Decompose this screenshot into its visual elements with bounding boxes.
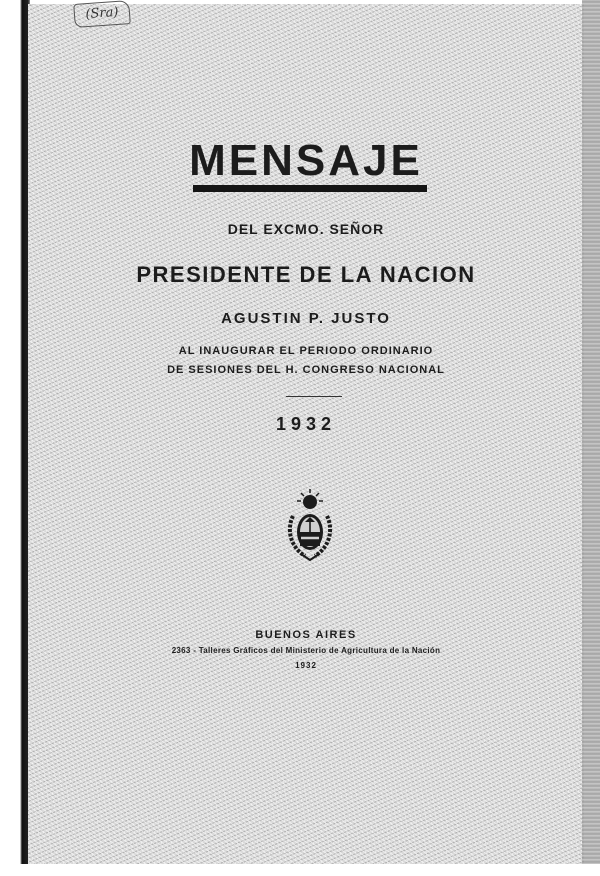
subtitle-line-1: DEL EXCMO. SEÑOR (227, 221, 385, 237)
occasion-line-1: AL INAUGURAR EL PERIODO ORDINARIO (178, 345, 434, 357)
handwritten-note: (Sra) (73, 0, 131, 28)
argentine-coat-of-arms-icon (283, 488, 337, 562)
subtitle-line-2: PRESIDENTE DE LA NACION (136, 262, 476, 287)
imprint-printer: 2363 - Talleres Gráficos del Ministerio de Agricultura de la Nación (171, 646, 441, 655)
publication-year: 1932 (275, 414, 337, 434)
imprint-year: 1932 (295, 661, 317, 670)
paper-texture (28, 4, 584, 866)
page-edge (582, 0, 600, 876)
imprint-city: BUENOS AIRES (255, 629, 357, 641)
president-name: AGUSTIN P. JUSTO (221, 310, 391, 327)
bottom-margin (0, 864, 600, 876)
occasion-line-2: DE SESIONES DEL H. CONGRESO NACIONAL (167, 364, 445, 376)
document-title: MENSAJE (189, 136, 423, 185)
binding-edge (0, 0, 30, 876)
title-underline (193, 185, 427, 192)
divider (286, 396, 342, 397)
